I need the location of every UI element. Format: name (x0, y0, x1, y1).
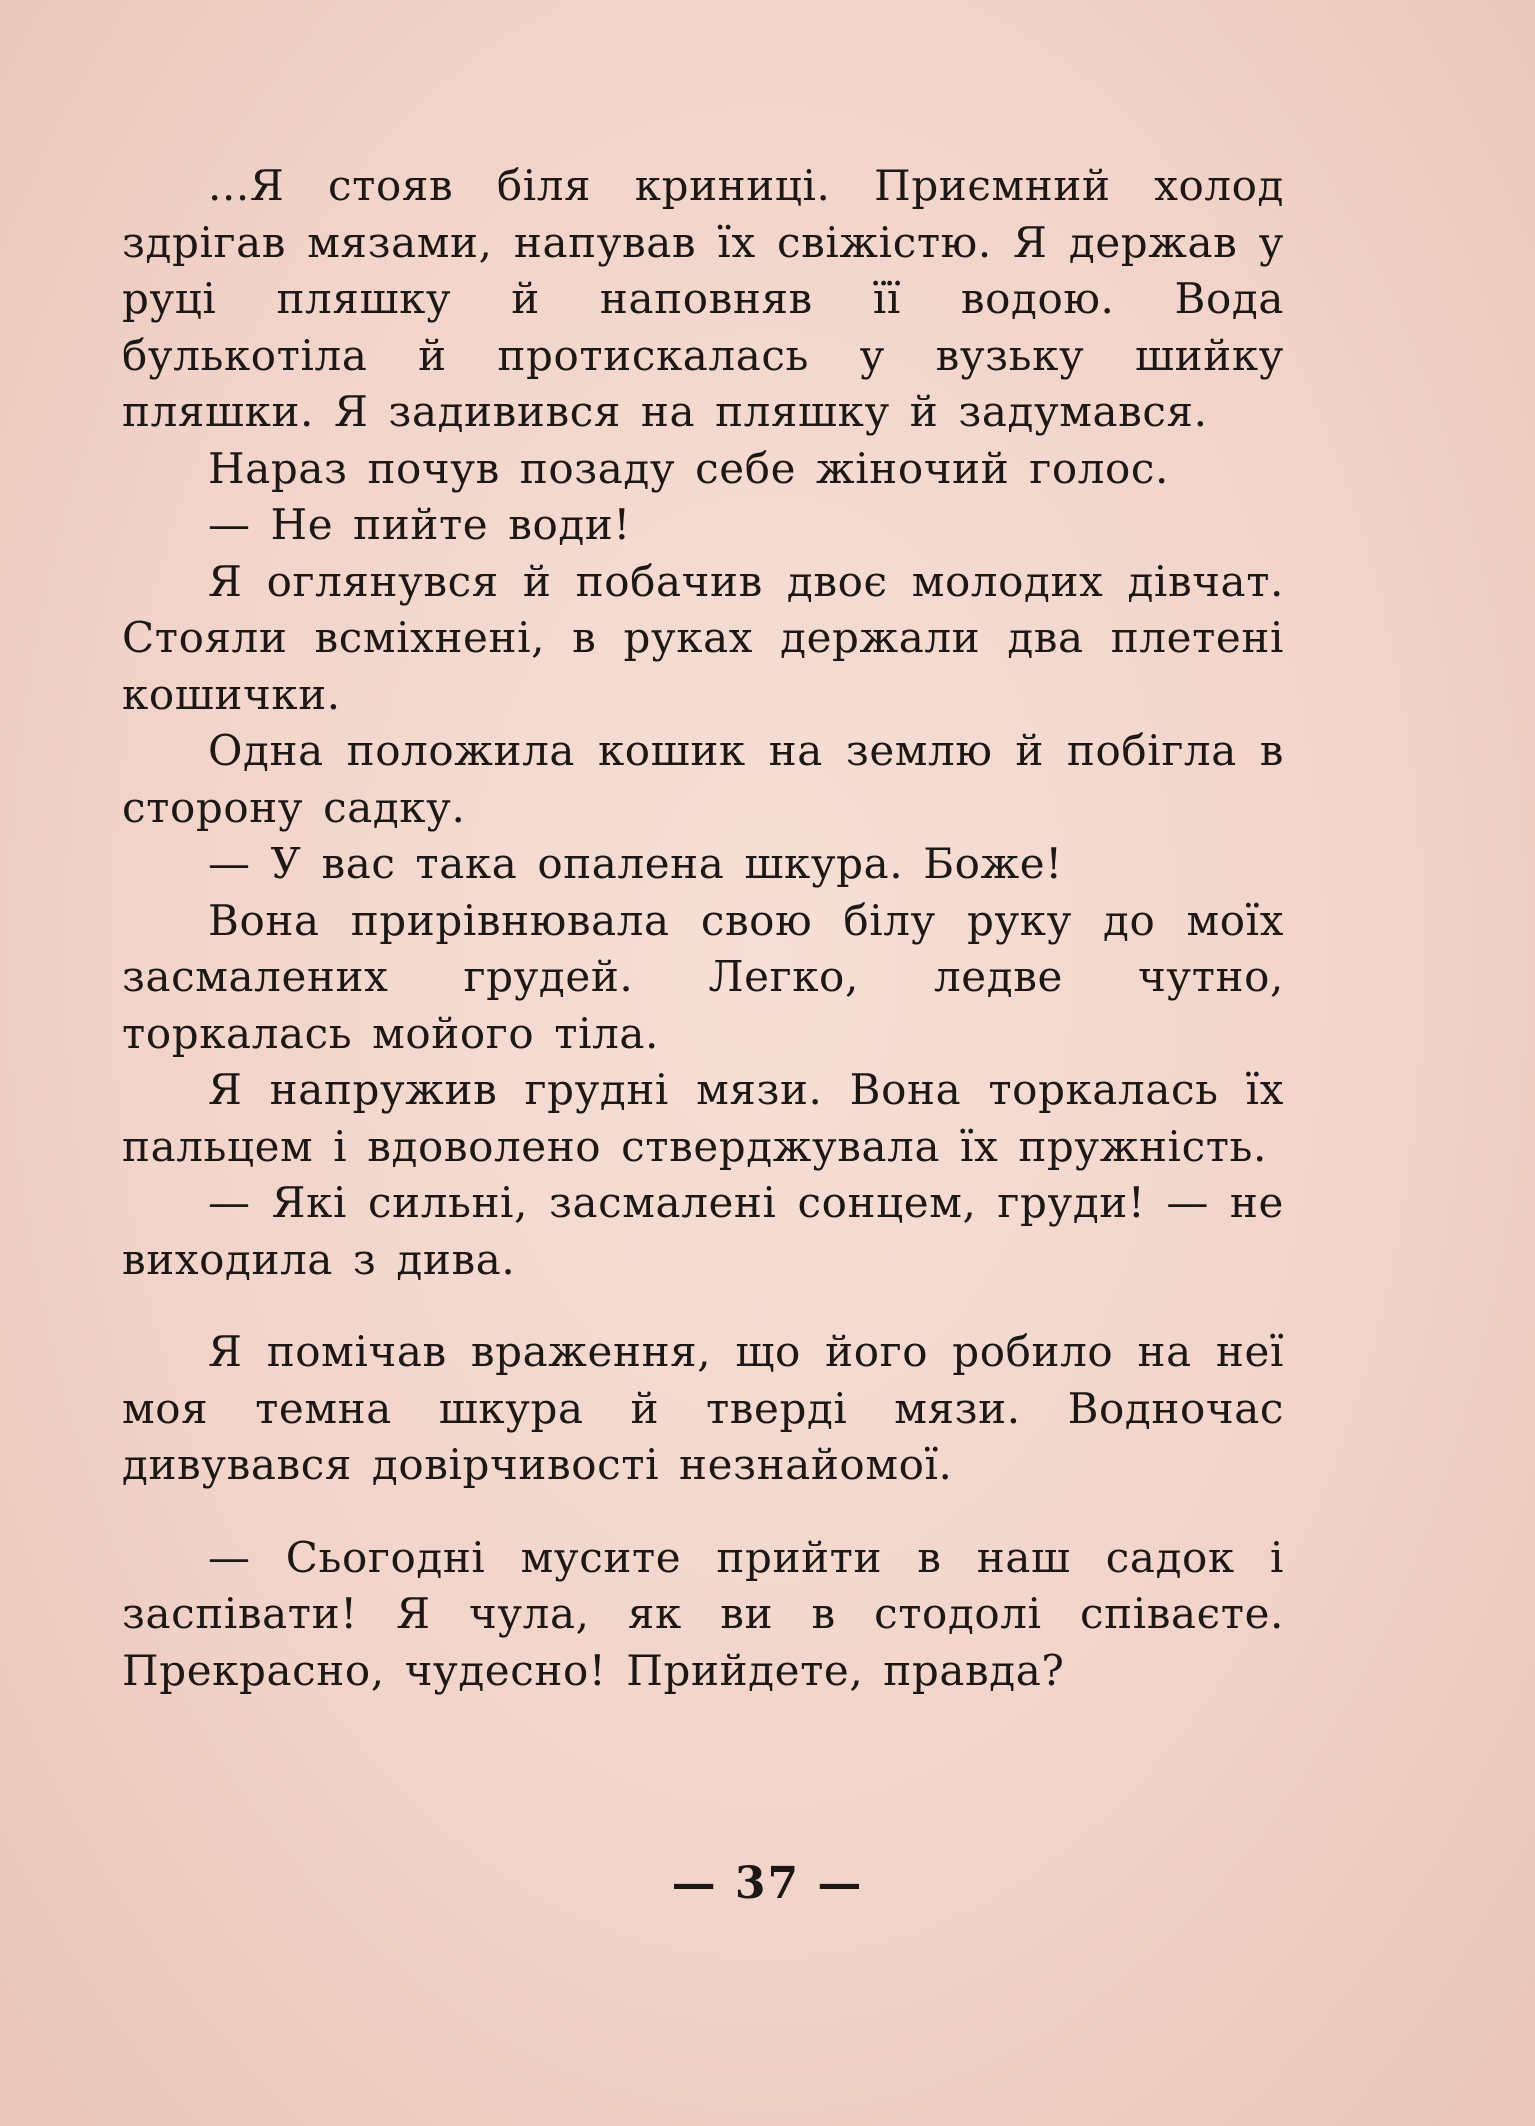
paragraph: — Які сильні, засмалені сонцем, груди! — не виходила з дива. (122, 1178, 1284, 1284)
paragraph: Одна положила кошик на землю й побігла в сторону садку. (122, 726, 1284, 832)
page-number: — 37 — (671, 1858, 864, 1909)
paragraph: ...Я стояв біля криниці. Приємний холод здрігав мязами, напував їх свіжістю. Я держав у руці пляшку й наповняв її водою. Вода булькотіла й протискалась у вузьку шийку пляшки. Я задивився на пляшку й задумався. (122, 161, 1284, 436)
paragraph: — Не пийте води! (208, 500, 631, 549)
body-text (122, 158, 1284, 1699)
paragraph: Вона прирівнювала свою білу руку до моїх засмалених грудей. Легко, ледве чутно, торкалась мойого тіла. (122, 895, 1284, 1058)
paragraph: — У вас така опалена шкура. Боже! (208, 839, 1063, 888)
paragraph: Я напружив грудні мязи. Вона торкалась їх пальцем і вдоволено стверджувала їх пружність. (122, 1065, 1284, 1171)
paragraph: — Сьогодні мусите прийти в наш садок і заспівати! Я чула, як ви в стодолі співаєте. Прекрасно, чудесно! Прийдете, правда? (122, 1532, 1284, 1695)
paragraph: Нараз почув позаду себе жіночий голос. (208, 443, 1170, 493)
paragraph: Я оглянувся й побачив двоє молодих дівчат. Стояли всміхнені, в руках держали два плетені кошички. (122, 556, 1284, 719)
paragraph: Я помічав враження, що його робило на неї моя темна шкура й тверді мязи. Водночас дивувався довірчивості незнайомої. (122, 1327, 1284, 1489)
